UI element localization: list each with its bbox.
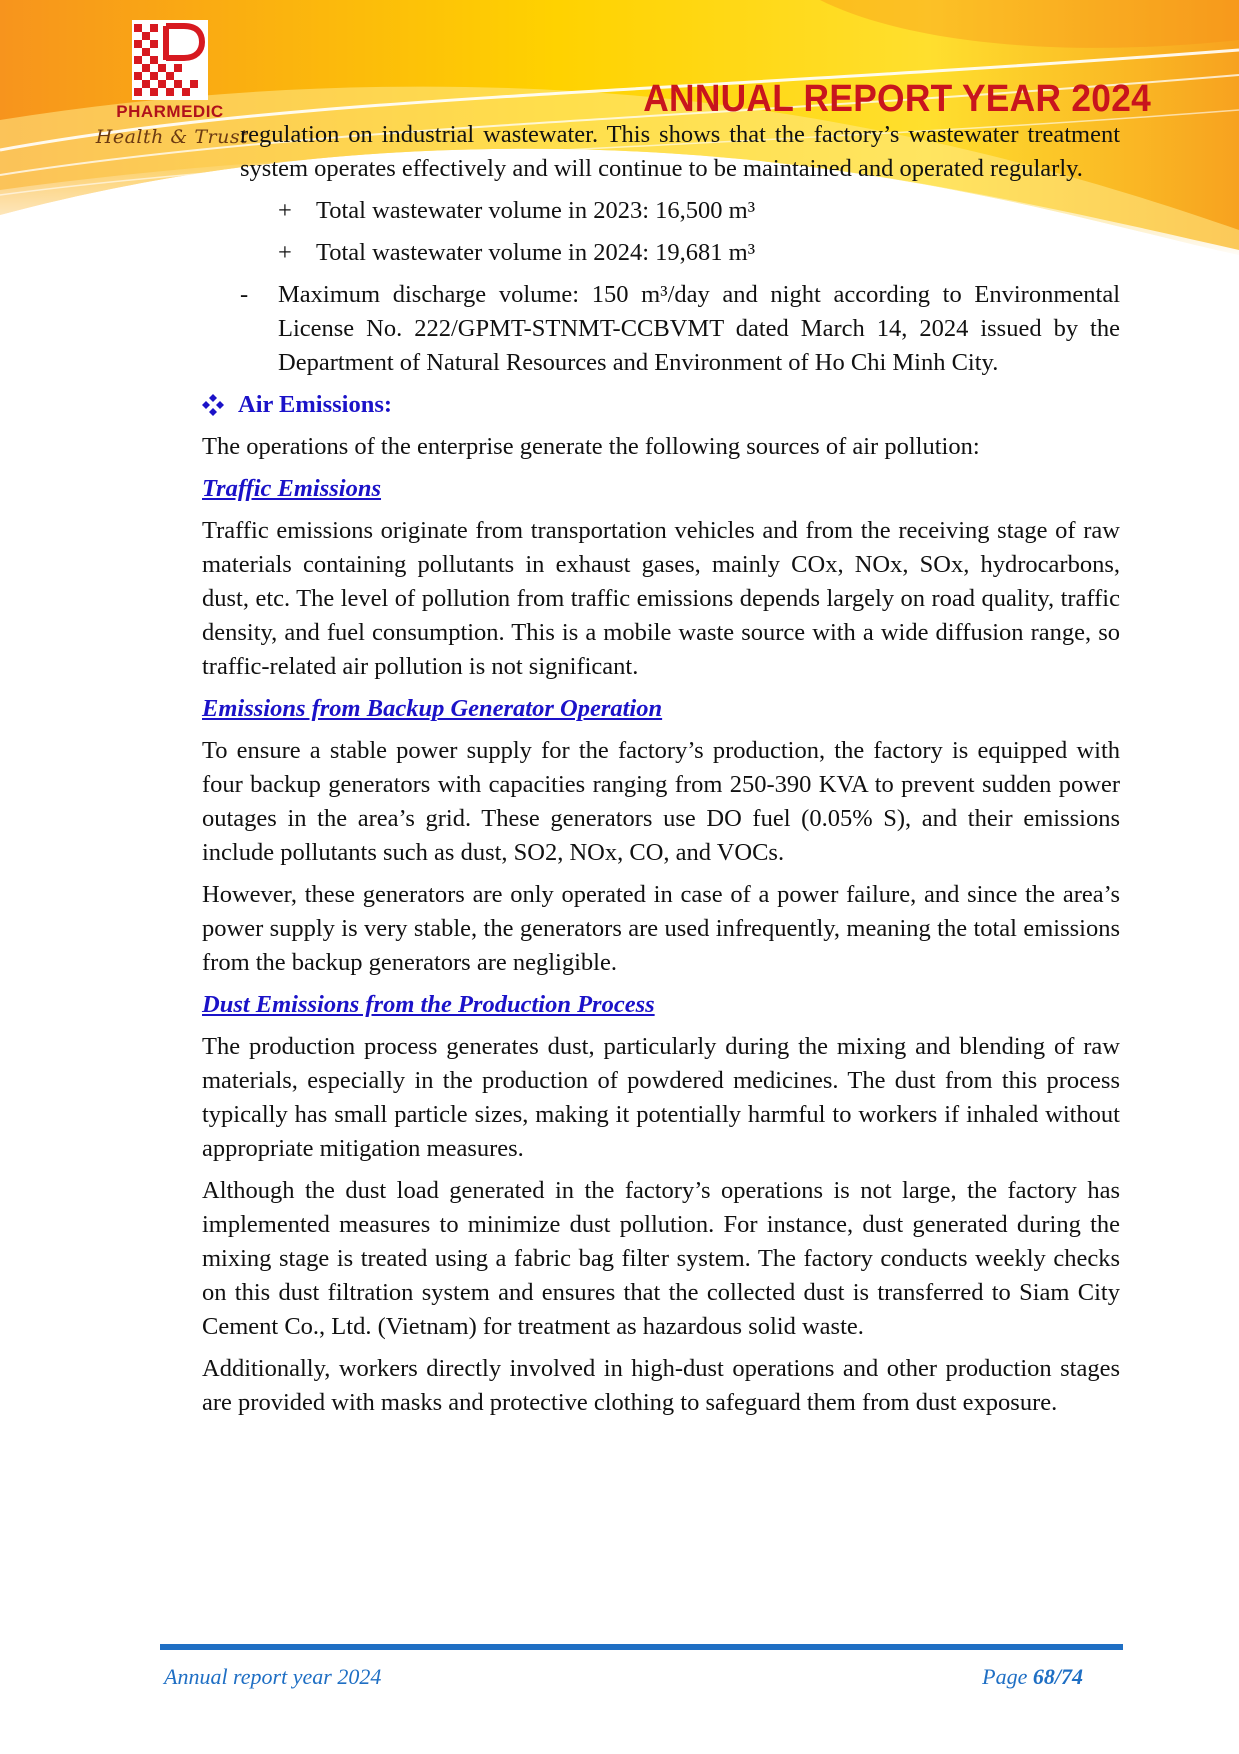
subheading-dust-emissions: Dust Emissions from the Production Process [202, 991, 655, 1018]
footer-page-number [982, 1664, 1083, 1690]
brand-name: PHARMEDIC [116, 102, 224, 121]
section-heading-text: Air Emissions: [238, 391, 393, 418]
page-number-value: 68/74 [1032, 1664, 1083, 1689]
paragraph-dust-1: The production process generates dust, particularly during the mixing and blending of raw materials, especially in the production of powdered medicines. The dust from this process typically has small particle sizes, making it potentially harmful to workers if inhaled without appropriate mitigation measures. [202, 1033, 1120, 1162]
paragraph-generator-1: To ensure a stable power supply for the factory’s production, the factory is equipped with four backup generators with capacities ranging from 250-390 KVA to prevent sudden power outages in the area’s grid. These generators use DO fuel (0.05% S), and their emissions include pollutants such as dust, SO2, NOx, CO, and VOCs. [202, 737, 1120, 866]
paragraph-wastewater-continued: regulation on industrial wastewater. This shows that the factory’s wastewater treatment system operates effectively and will continue to be maintained and operated regularly. [240, 121, 1120, 182]
list-item-wastewater-2023 [240, 194, 1120, 228]
list-item-text: Total wastewater volume in 2023: 16,500 m³ [316, 197, 756, 224]
list-item-wastewater-2024 [240, 236, 1120, 270]
paragraph-air-intro: The operations of the enterprise generate the following sources of air pollution: [202, 433, 980, 460]
brand-slogan: Health & Trust [95, 126, 249, 148]
dash-bullet-icon: - [240, 281, 249, 308]
plus-bullet-icon: + [278, 197, 292, 224]
report-title: ANNUAL REPORT YEAR 2024 [643, 78, 1151, 120]
plus-bullet-icon: + [278, 239, 292, 266]
pharmedic-logo-mark [132, 20, 208, 100]
list-item-text: Total wastewater volume in 2024: 19,681 m³ [316, 239, 756, 266]
list-item-text: Maximum discharge volume: 150 m³/day and night according to Environmental License No. 222/GPMT-STNMT-CCBVMT dated March 14, 2024 issued by the Department of Natural Resources and Environment of Ho Chi Minh City. [278, 281, 1120, 376]
footer-divider [160, 1644, 1123, 1650]
subheading-traffic-emissions: Traffic Emissions [202, 475, 382, 502]
section-heading-air-emissions [202, 388, 1120, 422]
four-diamond-bullet-icon [202, 394, 224, 416]
page-content [202, 118, 1120, 1428]
page-label: Page [982, 1664, 1033, 1689]
subheading-generator-emissions: Emissions from Backup Generator Operation [202, 695, 663, 722]
list-item-max-discharge [240, 278, 1120, 380]
paragraph-dust-3: Additionally, workers directly involved in high-dust operations and other production stages are provided with masks and protective clothing to safeguard them from dust exposure. [202, 1355, 1120, 1416]
paragraph-traffic-emissions: Traffic emissions originate from transportation vehicles and from the receiving stage of raw materials containing pollutants in exhaust gases, mainly COx, NOx, SOx, hydrocarbons, dust, etc. The level of pollution from traffic emissions depends largely on road quality, traffic density, and fuel consumption. This is a mobile waste source with a wide diffusion range, so traffic-related air pollution is not significant. [202, 517, 1120, 680]
paragraph-generator-2: However, these generators are only operated in case of a power failure, and since the area’s power supply is very stable, the generators are used infrequently, meaning the total emissions from the backup generators are negligible. [202, 881, 1120, 976]
footer-report-label: Annual report year 2024 [164, 1664, 382, 1689]
paragraph-dust-2: Although the dust load generated in the factory’s operations is not large, the factory has implemented measures to minimize dust pollution. For instance, dust generated during the mixing stage is treated using a fabric bag filter system. The factory conducts weekly checks on this dust filtration system and ensures that the collected dust is transferred to Siam City Cement Co., Ltd. (Vietnam) for treatment as hazardous solid waste. [202, 1177, 1120, 1340]
